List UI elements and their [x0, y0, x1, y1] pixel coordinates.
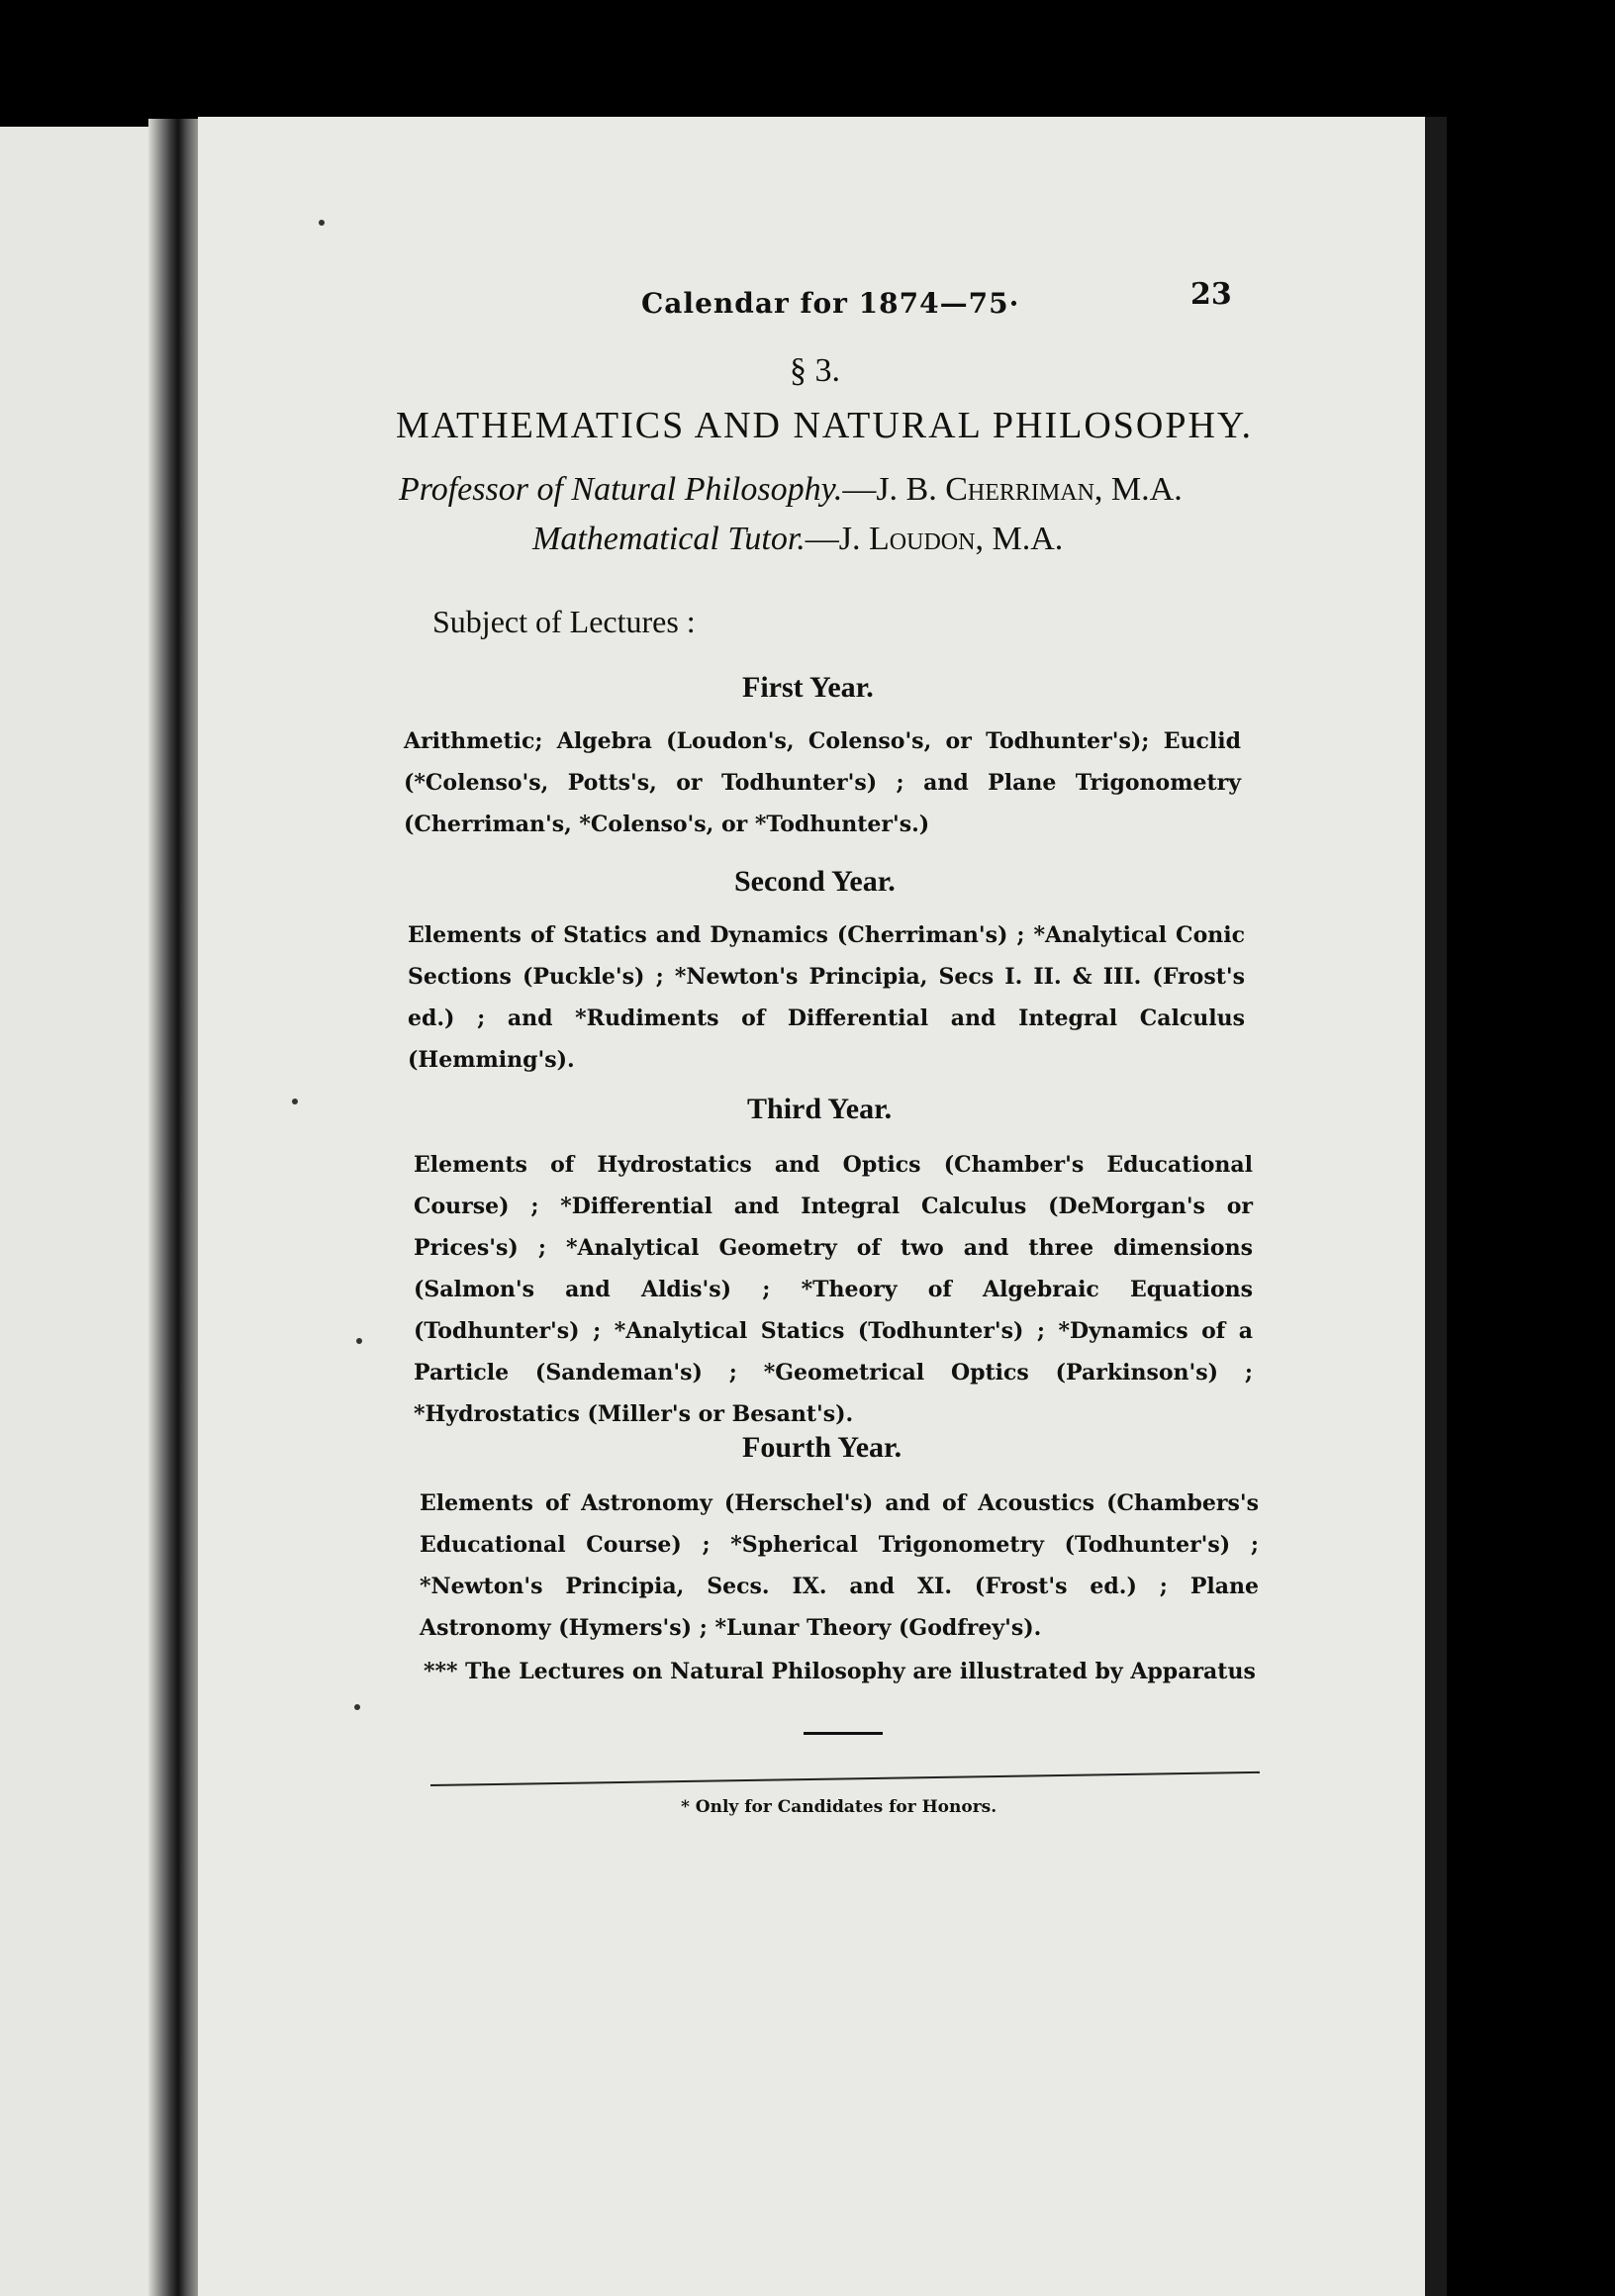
separator-short	[804, 1732, 883, 1735]
fourth-year-text: Elements of Astronomy (Herschel's) and of Acoustics (Chambers's Educational Course) ; *Spherical Trigonometry (Todhunter's) ; *Newton's Principia, Secs. IX. and XI. (Frost's ed.) ; Plane Astronomy (Hymers's) ; *Lunar Theory (Godfrey's).	[420, 1490, 1259, 1641]
first-year-heading: First Year.	[742, 671, 874, 704]
tutor-name: —J. Loudon, M.A.	[805, 521, 1064, 557]
fourth-year-heading: Fourth Year.	[742, 1431, 902, 1464]
footnote: * Only for Candidates for Honors.	[681, 1797, 998, 1817]
apparatus-note: *** The Lectures on Natural Philosophy are illustrated by Apparatus	[424, 1659, 1256, 1684]
professor-name: —J. B. Cherriman, M.A.	[842, 471, 1183, 508]
dust-speck	[292, 1099, 298, 1104]
dust-speck	[354, 1704, 360, 1710]
section-title: MATHEMATICS AND NATURAL PHILOSOPHY.	[396, 405, 1253, 446]
third-year-text: Elements of Hydrostatics and Optics (Chamber's Educational Course) ; *Differential and Integral Calculus (DeMorgan's or Prices's) ; *Analytical Geometry of two and three dimensions (Salmon's and Aldis's) ; *Theory of Algebraic Equations (Todhunter's) ; *Analytical Statics (Todhunter's) ; *Dynamics of a Particle (Sandeman's) ; *Geometrical Optics (Parkinson's) ; *Hydrostatics (Miller's or Besant's).	[414, 1152, 1253, 1427]
tutor-role: Mathematical Tutor.	[532, 521, 806, 557]
third-year-heading: Third Year.	[747, 1093, 893, 1125]
dust-speck	[356, 1338, 362, 1344]
second-year-heading: Second Year.	[734, 865, 896, 898]
page-number: 23	[1190, 277, 1232, 312]
professor-role: Professor of Natural Philosophy.	[399, 471, 843, 508]
subject-heading: Subject of Lectures :	[432, 604, 696, 639]
dust-speck	[319, 220, 325, 226]
section-number: § 3.	[790, 352, 840, 389]
page-edge-shadow	[1425, 117, 1447, 2296]
running-header: Calendar for 1874—75·	[641, 287, 1020, 320]
first-year-text: Arithmetic; Algebra (Loudon's, Colenso's, or Todhunter's); Euclid (*Colenso's, Potts's, or Todhunter's) ; and Plane Trigonometry (Cherriman's, *Colenso's, or *Todhunter's.)	[404, 728, 1241, 837]
tutor-line	[532, 521, 1063, 558]
professor-line	[399, 471, 1183, 509]
second-year-text: Elements of Statics and Dynamics (Cherriman's) ; *Analytical Conic Sections (Puckle's) ; *Newton's Principia, Secs I. II. & III. (Frost's ed.) ; and *Rudiments of Differential and Integral Calculus (Hemming's).	[408, 922, 1245, 1073]
